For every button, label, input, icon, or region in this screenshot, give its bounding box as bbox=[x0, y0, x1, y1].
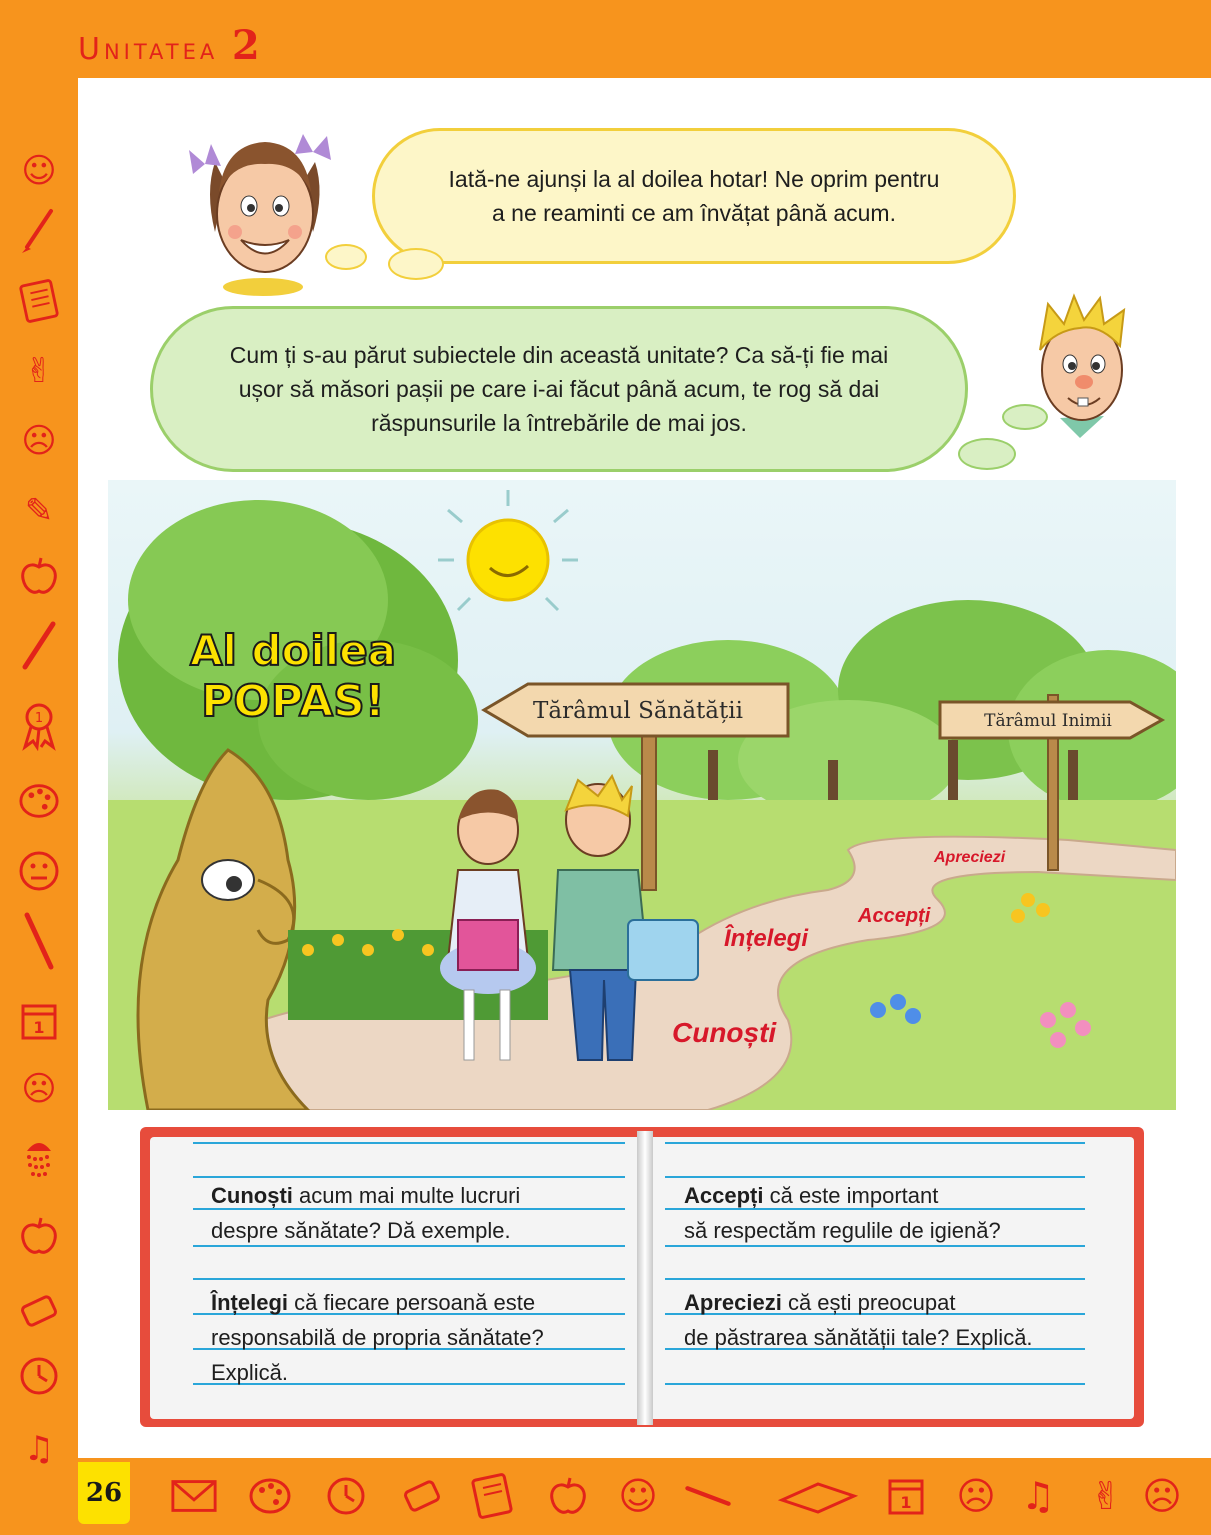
girl-speech-bubble bbox=[372, 128, 1016, 264]
angry-face-icon: ☹ bbox=[1142, 1474, 1182, 1518]
notebook-icon bbox=[18, 280, 60, 322]
book-spine bbox=[637, 1131, 653, 1425]
boy-line-2: ușor să măsori pașii pe care i-ai făcut până acum, te rog să dai bbox=[238, 376, 880, 402]
sign-taramul-inimii: Tărâmul Inimii bbox=[984, 711, 1112, 731]
neutral-face-icon bbox=[18, 850, 60, 892]
popas-scene-illustration bbox=[108, 480, 1176, 1110]
apple-icon bbox=[18, 555, 60, 597]
unit-title bbox=[78, 22, 260, 69]
popas-title-line2: POPAS! bbox=[201, 676, 385, 727]
question-accepti bbox=[684, 1178, 1001, 1248]
victory-hand-icon: ✌ bbox=[1090, 1474, 1122, 1518]
pencil-icon: ✎ bbox=[24, 491, 54, 531]
smile-icon: ☺ bbox=[618, 1474, 658, 1518]
question-text: că fiecare persoană este bbox=[288, 1290, 536, 1315]
question-cunosti bbox=[211, 1178, 520, 1248]
boy-character-illustration bbox=[1020, 290, 1140, 440]
unit-number: 2 bbox=[231, 22, 260, 69]
question-text: Explică. bbox=[211, 1360, 289, 1385]
soap-icon bbox=[18, 1290, 60, 1332]
path-word-accepti: Accepți bbox=[858, 905, 931, 927]
apple-icon bbox=[18, 1215, 60, 1257]
bottom-icon-bar bbox=[78, 1458, 1211, 1535]
question-apreciezi bbox=[684, 1285, 1033, 1355]
calendar-icon bbox=[882, 1472, 930, 1520]
page-number: 26 bbox=[78, 1462, 130, 1524]
question-keyword: Apreciezi bbox=[684, 1290, 782, 1315]
clock-icon bbox=[18, 1355, 60, 1397]
toothbrush-icon bbox=[18, 920, 60, 962]
calendar-icon bbox=[18, 1000, 60, 1042]
thought-puff bbox=[388, 248, 444, 280]
svg-text:1: 1 bbox=[34, 711, 44, 726]
svg-text:1: 1 bbox=[33, 1018, 45, 1037]
sad-face-icon: ☹ bbox=[21, 421, 57, 461]
svg-text:1: 1 bbox=[900, 1493, 912, 1512]
question-keyword: Accepți bbox=[684, 1183, 764, 1208]
apple-icon bbox=[544, 1472, 592, 1520]
question-intelegi bbox=[211, 1285, 544, 1390]
music-note-icon: ♫ bbox=[1020, 1474, 1056, 1518]
question-text: responsabilă de propria sănătate? bbox=[211, 1325, 544, 1350]
question-keyword: Cunoști bbox=[211, 1183, 293, 1208]
girl-line-2: a ne reaminti ce am învățat până acum. bbox=[491, 200, 896, 226]
question-text: să respectăm regulile de igienă? bbox=[684, 1218, 1001, 1243]
book-icon bbox=[778, 1472, 858, 1520]
question-text: de păstrarea sănătății tale? Explică. bbox=[684, 1325, 1033, 1350]
path-word-apreciezi: Apreciezi bbox=[934, 849, 1006, 866]
boy-line-1: Cum ți s-au părut subiectele din această unitate? Ca să-ți fie mai bbox=[229, 342, 889, 368]
question-text: acum mai multe lucruri bbox=[292, 1183, 521, 1208]
victory-hand-icon: ✌ bbox=[24, 351, 54, 391]
notebook-icon bbox=[468, 1472, 516, 1520]
sign-taramul-sanatatii: Tărâmul Sănătății bbox=[533, 698, 743, 724]
thought-puff bbox=[958, 438, 1016, 470]
ruled-line bbox=[665, 1383, 1085, 1385]
ribbon-medal-icon bbox=[18, 705, 60, 747]
boy-line-3: răspunsurile la întrebările de mai jos. bbox=[371, 410, 747, 436]
ruled-line bbox=[665, 1278, 1085, 1280]
boy-speech-bubble bbox=[150, 306, 968, 472]
question-text: că ești preocupat bbox=[781, 1290, 956, 1315]
ruled-line bbox=[193, 1278, 625, 1280]
palette-icon bbox=[246, 1472, 294, 1520]
girl-character-illustration bbox=[185, 122, 345, 297]
sad-face-icon: ☹ bbox=[21, 1069, 57, 1109]
question-text: că este important bbox=[763, 1183, 939, 1208]
sad-face-icon: ☹ bbox=[956, 1474, 996, 1518]
ruled-line bbox=[193, 1142, 625, 1144]
music-note-icon: ♫ bbox=[23, 1429, 55, 1469]
path-word-cunosti: Cunoști bbox=[672, 1017, 777, 1048]
envelope-icon bbox=[170, 1472, 218, 1520]
popas-title-line1: Al doilea bbox=[189, 626, 397, 675]
path-word-intelegi: Înțelegi bbox=[724, 925, 809, 952]
girl-line-1: Iată-ne ajunși la al doilea hotar! Ne oprim pentru bbox=[448, 166, 940, 192]
unit-word: Unitatea bbox=[78, 32, 219, 67]
shower-icon bbox=[18, 1135, 60, 1177]
clock-icon bbox=[322, 1472, 370, 1520]
palette-icon bbox=[18, 780, 60, 822]
left-icon-column bbox=[0, 130, 78, 1469]
smile-icon: ☺ bbox=[21, 151, 57, 191]
ruled-line bbox=[665, 1142, 1085, 1144]
toothbrush-icon bbox=[684, 1472, 732, 1520]
soap-icon bbox=[398, 1472, 446, 1520]
brush-icon bbox=[18, 210, 60, 252]
question-keyword: Înțelegi bbox=[211, 1290, 289, 1315]
flute-icon bbox=[18, 625, 60, 667]
question-text: despre sănătate? Dă exemple. bbox=[211, 1218, 511, 1243]
